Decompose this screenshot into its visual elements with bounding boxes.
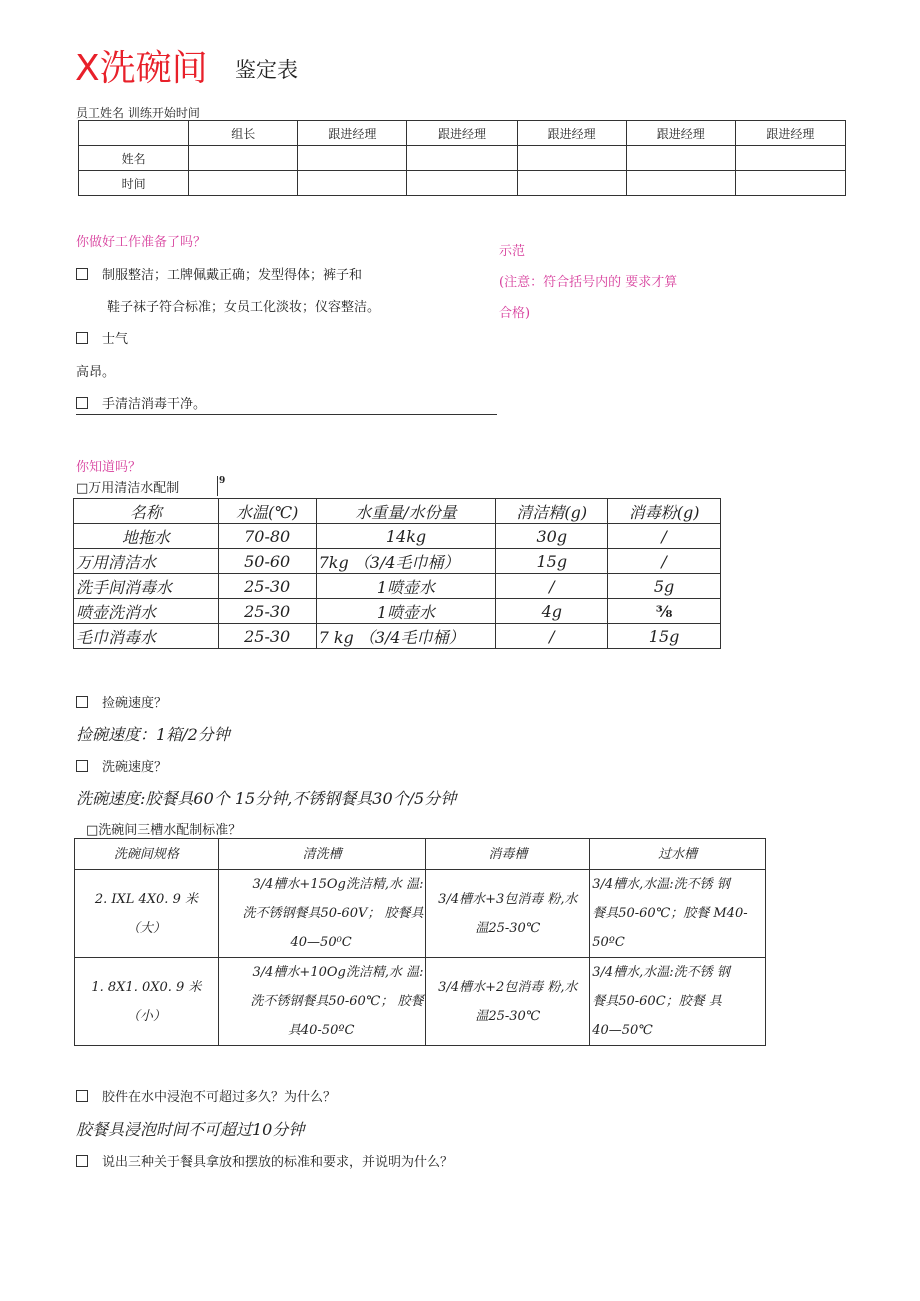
question-tableware: 说出三种关于餐具拿放和摆放的标准和要求，并说明为什么？	[76, 1151, 453, 1170]
table-row	[74, 549, 721, 574]
table-header-cell: 洗碗间规格	[75, 839, 219, 870]
staff-info-line: 员工姓名 训练开始时间	[76, 106, 200, 120]
table-header-cell: 消毒槽	[426, 839, 590, 870]
signoff-input-cell[interactable]	[735, 171, 845, 196]
table-cell: 25-30	[218, 624, 316, 649]
table-header-cell: 名称	[74, 499, 219, 524]
table-cell: /	[496, 574, 608, 599]
demo-label: 示范	[499, 244, 526, 259]
table-header-cell: 水温(℃)	[218, 499, 316, 524]
table-cell: 万用清洁水	[74, 549, 219, 574]
table-header-row	[75, 839, 766, 870]
table-header-cell: 水重量/水份量	[316, 499, 496, 524]
table-cell: 15g	[608, 624, 721, 649]
answer-pick-speed: 捡碗速度：1箱/2分钟	[76, 725, 230, 744]
prep-item-hands: 手清洁消毒干净。	[76, 393, 206, 412]
prep-item-uniform-cont: 鞋子袜子符合标准；女员工化淡妆；仪容整洁。	[107, 300, 381, 315]
sink-label: □洗碗间三槽水配制标准？	[86, 823, 242, 838]
table-cell: 25-30	[218, 574, 316, 599]
table-row	[75, 958, 766, 1046]
table-header-cell: 过水槽	[590, 839, 766, 870]
table-cell: /	[496, 624, 608, 649]
table-cell: 洗手间消毒水	[74, 574, 219, 599]
table-cell: 喷壶洗消水	[74, 599, 219, 624]
table-cell-spec: 1. 8X1. 0X0. 9 米 （小）	[75, 958, 219, 1046]
signoff-input-cell[interactable]	[517, 146, 626, 171]
answer-soak: 胶餐具浸泡时间不可超过10分钟	[76, 1120, 305, 1139]
checkbox[interactable]	[76, 1155, 88, 1167]
stray-mark: 9	[219, 476, 226, 486]
table-cell: 1喷壶水	[316, 574, 496, 599]
question-wash-speed: 洗碗速度？	[76, 756, 167, 775]
table-cell: 4g	[496, 599, 608, 624]
page-subtitle: 鉴定表	[235, 58, 298, 82]
table-cell: 15g	[496, 549, 608, 574]
checkbox[interactable]	[76, 397, 88, 409]
signoff-input-cell[interactable]	[407, 146, 517, 171]
table-row	[74, 599, 721, 624]
table-cell: 5g	[608, 574, 721, 599]
signoff-header-row	[79, 121, 846, 146]
signoff-input-cell[interactable]	[189, 146, 298, 171]
signoff-input-cell[interactable]	[626, 146, 735, 171]
signoff-input-cell[interactable]	[407, 171, 517, 196]
checkbox[interactable]	[76, 760, 88, 772]
checkbox[interactable]	[76, 696, 88, 708]
demo-note-cont: 合格)	[499, 306, 531, 321]
signoff-table	[78, 120, 846, 196]
table-cell: 14kg	[316, 524, 496, 549]
table-cell: 25-30	[218, 599, 316, 624]
cleaning-water-table	[73, 498, 721, 649]
signoff-time-row	[79, 171, 846, 196]
table-cell: 1喷壶水	[316, 599, 496, 624]
signoff-header-cell: 跟进经理	[298, 121, 407, 146]
table-header-cell: 清洁精(g)	[496, 499, 608, 524]
checkbox[interactable]	[76, 332, 88, 344]
table-cell: /	[608, 549, 721, 574]
signoff-header-cell: 跟进经理	[735, 121, 845, 146]
signoff-header-cell	[79, 121, 189, 146]
mix-label: □万用清洁水配制	[76, 481, 180, 496]
prep-item-morale: 士气	[76, 328, 128, 347]
signoff-header-cell: 跟进经理	[517, 121, 626, 146]
table-cell: /	[608, 524, 721, 549]
answer-wash-speed: 洗碗速度:胶餐具60个 15分钟,不锈钢餐具30个/5分钟	[76, 789, 457, 808]
table-cell: 毛巾消毒水	[74, 624, 219, 649]
table-cell: 地拖水	[74, 524, 219, 549]
prep-item-morale-cont: 高昂。	[76, 365, 116, 380]
table-cell: ⅜	[608, 599, 721, 624]
table-header-cell: 清洗槽	[218, 839, 426, 870]
table-header-row	[74, 499, 721, 524]
table-cell-wash: 3/4槽水+15Og洗洁精,水 温: 洗不锈钢餐具50-60V； 胶餐具 40—50⁰C	[218, 870, 426, 958]
question-soak: 胶件在水中浸泡不可超过多久？为什么？	[76, 1086, 336, 1105]
checkbox[interactable]	[76, 1090, 88, 1102]
signoff-row-label: 时间	[79, 171, 189, 196]
table-cell: 7kg （3/4毛巾桶）	[316, 549, 496, 574]
signoff-input-cell[interactable]	[298, 146, 407, 171]
signoff-name-row	[79, 146, 846, 171]
table-cell: 70-80	[218, 524, 316, 549]
table-cell-disinfect: 3/4槽水+3包消毒 粉,水 温25-30℃	[426, 870, 590, 958]
table-cell-spec: 2. IXL 4X0. 9 米 （大）	[75, 870, 219, 958]
table-cell: 30g	[496, 524, 608, 549]
signoff-header-cell: 跟进经理	[626, 121, 735, 146]
table-row	[74, 524, 721, 549]
table-cell: 7 kg （3/4毛巾桶）	[316, 624, 496, 649]
signoff-input-cell[interactable]	[735, 146, 845, 171]
signoff-input-cell[interactable]	[298, 171, 407, 196]
prep-heading: 你做好工作准备了吗？	[76, 235, 207, 250]
signoff-header-cell: 组长	[189, 121, 298, 146]
demo-note: (注意：符合括号内的 要求才算	[499, 275, 678, 290]
signoff-input-cell[interactable]	[189, 171, 298, 196]
question-pick-speed: 捡碗速度？	[76, 692, 167, 711]
signoff-row-label: 姓名	[79, 146, 189, 171]
signoff-input-cell[interactable]	[517, 171, 626, 196]
table-row	[75, 870, 766, 958]
table-cell-rinse: 3/4槽水,水温:洗不锈 钢 餐具50-60C；胶餐 具 40—50℃	[590, 958, 766, 1046]
sink-table	[74, 838, 766, 1046]
checkbox[interactable]	[76, 268, 88, 280]
table-row	[74, 624, 721, 649]
divider	[76, 414, 497, 415]
table-cell-wash: 3/4槽水+10Og洗洁精,水 温: 洗不锈钢餐具50-60℃； 胶餐 具40-50ºC	[218, 958, 426, 1046]
prep-item-uniform: 制服整洁；工牌佩戴正确；发型得体；裤子和	[76, 264, 362, 283]
table-header-cell: 消毒粉(g)	[608, 499, 721, 524]
signoff-input-cell[interactable]	[626, 171, 735, 196]
table-cell: 50-60	[218, 549, 316, 574]
page-title: X洗碗间	[75, 48, 208, 89]
signoff-header-cell: 跟进经理	[407, 121, 517, 146]
table-cell-disinfect: 3/4槽水+2包消毒 粉,水 温25-30℃	[426, 958, 590, 1046]
know-heading: 你知道吗？	[76, 460, 142, 475]
table-row	[74, 574, 721, 599]
table-cell-rinse: 3/4槽水,水温:洗不锈 钢 餐具50-60℃；胶餐 M40- 50ºC	[590, 870, 766, 958]
